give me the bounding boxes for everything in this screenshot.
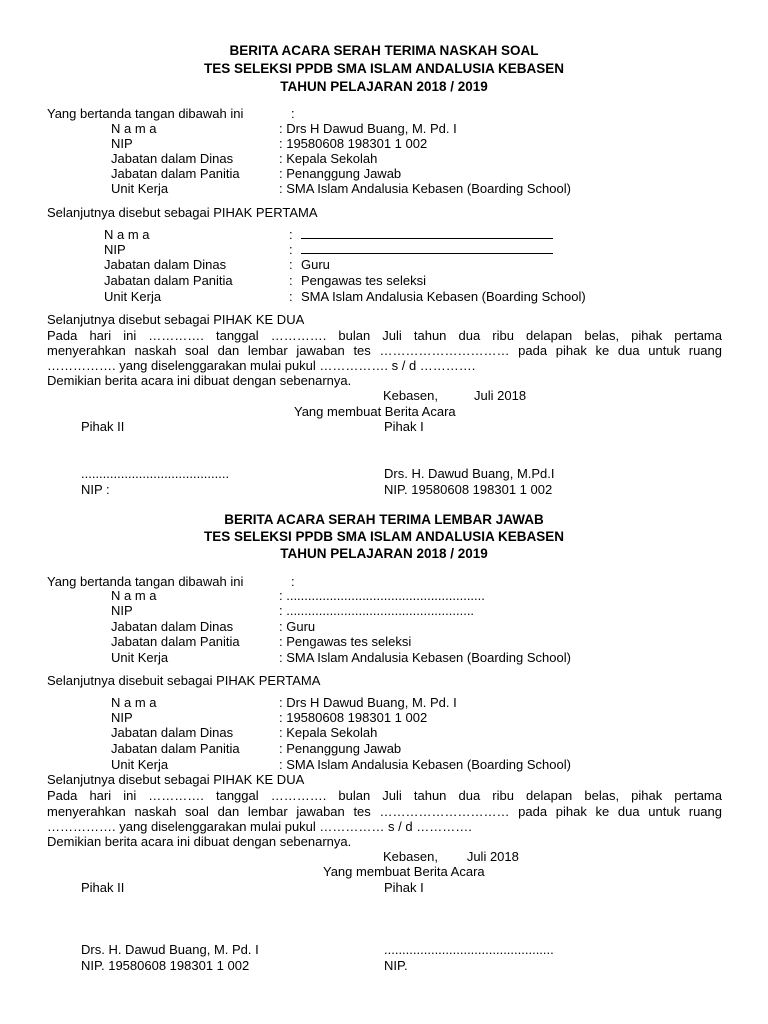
nip-blank-line xyxy=(301,242,553,257)
body-line: Pada hari ini …………. tanggal …………. bulan Juli tahun dua ribu delapan belas, pihak pertama xyxy=(47,328,722,343)
field-label: Jabatan dalam Panitia xyxy=(111,634,240,649)
field-value: : SMA Islam Andalusia Kebasen (Boarding School) xyxy=(279,650,571,665)
doc2-sign-right-nip: NIP. xyxy=(384,958,408,973)
body-line: ……………. yang diselenggarakan mulai pukul …………… s / d …………. xyxy=(47,819,472,834)
body-line: ……………. yang diselenggarakan mulai pukul ……………. s / d …………. xyxy=(47,358,476,373)
doc1-closing: Demikian berita acara ini dibuat dengan sebenarnya. xyxy=(47,373,352,388)
field-value: : 19580608 198301 1 002 xyxy=(279,136,428,151)
field-label: Jabatan dalam Panitia xyxy=(111,741,240,756)
field-label: Unit Kerja xyxy=(111,181,169,196)
field-value: Guru xyxy=(301,257,330,272)
doc2-title-line-3: TAHUN PELAJARAN 2018 / 2019 xyxy=(280,546,488,561)
doc2-sign-left-nip: NIP. 19580608 198301 1 002 xyxy=(81,958,250,973)
doc2-sign-right-role: Pihak I xyxy=(384,880,424,895)
field-label: Jabatan dalam Dinas xyxy=(111,619,234,634)
field-value: : Drs H Dawud Buang, M. Pd. I xyxy=(279,121,457,136)
doc1-sign-left-nip: NIP : xyxy=(81,482,110,497)
field-label: Jabatan dalam Dinas xyxy=(111,725,234,740)
field-label: NIP xyxy=(111,603,133,618)
field-colon: : xyxy=(289,273,293,288)
doc1-intro: Yang bertanda tangan dibawah ini xyxy=(47,106,244,121)
field-label: Unit Kerja xyxy=(104,289,162,304)
field-value: SMA Islam Andalusia Kebasen (Boarding School) xyxy=(301,289,586,304)
field-label: N a m a xyxy=(104,227,150,242)
doc1-sign-left-role: Pihak II xyxy=(81,419,125,434)
doc2-sign-left-name: Drs. H. Dawud Buang, M. Pd. I xyxy=(81,942,259,957)
field-value: : SMA Islam Andalusia Kebasen (Boarding School) xyxy=(279,757,571,772)
doc2-sign-left-role: Pihak II xyxy=(81,880,125,895)
field-label: Jabatan dalam Dinas xyxy=(111,151,234,166)
doc1-first-party-caption: Selanjutnya disebut sebagai PIHAK PERTAMA xyxy=(47,205,318,220)
field-colon: : xyxy=(289,227,293,242)
field-colon: : xyxy=(289,242,293,257)
field-value: : Kepala Sekolah xyxy=(279,725,378,740)
doc2-intro-colon: : xyxy=(291,574,295,589)
field-label: Unit Kerja xyxy=(111,650,169,665)
field-value: : Penanggung Jawab xyxy=(279,741,402,756)
field-label: Jabatan dalam Dinas xyxy=(104,257,227,272)
doc1-second-party-caption: Selanjutnya disebut sebagai PIHAK KE DUA xyxy=(47,312,305,327)
field-label: Jabatan dalam Panitia xyxy=(111,166,240,181)
doc1-sign-right-role: Pihak I xyxy=(384,419,424,434)
doc2-place-date: Kebasen, Juli 2018 xyxy=(383,849,519,864)
doc1-sign-right-name: Drs. H. Dawud Buang, M.Pd.I xyxy=(384,466,555,481)
field-value: : Penanggung Jawab xyxy=(279,166,402,181)
doc2-sign-right-name: ............................................... xyxy=(384,942,554,957)
field-label: NIP xyxy=(111,710,133,725)
doc2-closing: Demikian berita acara ini dibuat dengan sebenarnya. xyxy=(47,834,352,849)
field-label: Unit Kerja xyxy=(111,757,169,772)
doc2-title-line-1: BERITA ACARA SERAH TERIMA LEMBAR JAWAB xyxy=(224,512,544,527)
field-label: N a m a xyxy=(111,695,157,710)
field-value: Pengawas tes seleksi xyxy=(301,273,427,288)
doc1-place-date: Kebasen, Juli 2018 xyxy=(383,388,527,403)
doc2-intro: Yang bertanda tangan dibawah ini xyxy=(47,574,244,589)
field-value: : ....................................................... xyxy=(279,588,485,603)
field-label: Jabatan dalam Panitia xyxy=(104,273,233,288)
body-line: menyerahkan naskah soal dan lembar jawaban tes ………………………… pada pihak ke dua untuk ruang xyxy=(47,804,722,819)
body-line: Pada hari ini …………. tanggal …………. bulan Juli tahun dua ribu delapan belas, pihak pertama xyxy=(47,788,722,803)
doc1-title-line-1: BERITA ACARA SERAH TERIMA NASKAH SOAL xyxy=(229,43,539,58)
doc2-second-party-caption: Selanjutnya disebut sebagai PIHAK KE DUA xyxy=(47,772,305,787)
field-label: NIP xyxy=(104,242,126,257)
name-blank-line xyxy=(301,227,553,242)
field-label: NIP xyxy=(111,136,133,151)
field-label: N a m a xyxy=(111,121,157,136)
field-colon: : xyxy=(289,257,293,272)
field-value: : .................................................... xyxy=(279,603,475,618)
doc1-title-line-3: TAHUN PELAJARAN 2018 / 2019 xyxy=(280,79,488,94)
field-value: : Guru xyxy=(279,619,316,634)
doc1-made-by: Yang membuat Berita Acara xyxy=(294,404,456,419)
field-value: : Kepala Sekolah xyxy=(279,151,378,166)
doc1-intro-colon: : xyxy=(291,106,295,121)
field-value: : Pengawas tes seleksi xyxy=(279,634,412,649)
doc2-made-by: Yang membuat Berita Acara xyxy=(323,864,485,879)
field-value: : Drs H Dawud Buang, M. Pd. I xyxy=(279,695,457,710)
field-value: : 19580608 198301 1 002 xyxy=(279,710,428,725)
doc1-sign-left-name: ......................................... xyxy=(81,466,230,481)
field-label: N a m a xyxy=(111,588,157,603)
doc1-title-line-2: TES SELEKSI PPDB SMA ISLAM ANDALUSIA KEBASEN xyxy=(203,61,565,76)
doc2-first-party-caption: Selanjutnya disebuit sebagai PIHAK PERTAMA xyxy=(47,673,321,688)
doc2-title-line-2: TES SELEKSI PPDB SMA ISLAM ANDALUSIA KEBASEN xyxy=(203,529,565,544)
body-line: menyerahkan naskah soal dan lembar jawaban tes ………………………… pada pihak ke dua untuk ruang xyxy=(47,343,722,358)
doc1-sign-right-nip: NIP. 19580608 198301 1 002 xyxy=(384,482,553,497)
field-colon: : xyxy=(289,289,293,304)
field-value: : SMA Islam Andalusia Kebasen (Boarding School) xyxy=(279,181,571,196)
